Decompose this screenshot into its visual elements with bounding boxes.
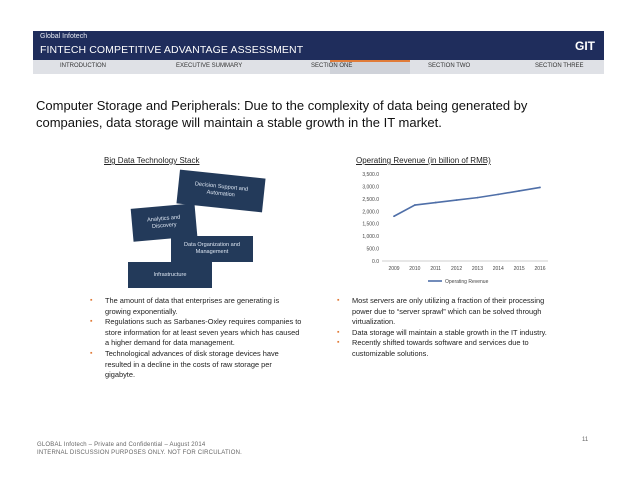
stack-layer-infrastructure — [128, 262, 212, 288]
chart-legend — [428, 279, 489, 285]
nav-active-indicator — [330, 60, 410, 62]
y-tick-label: 3,000.0 — [362, 184, 379, 191]
footer-line-1: GLOBAL Infotech – Private and Confidential – August 2014 — [37, 442, 206, 448]
data-point — [456, 199, 458, 201]
bullet-item: ▪ Most servers are only utilizing a fraction of their processing power due to “server sprawl” which can be solved through virtualization. — [337, 296, 547, 328]
page-number: 11 — [582, 437, 589, 443]
x-tick-label: 2013 — [471, 266, 483, 272]
data-point — [435, 202, 437, 204]
x-tick-label: 2014 — [492, 266, 504, 272]
bullet-item: ▪ The amount of data that enterprises are generating is growing exponentially. — [90, 296, 302, 317]
chart-caption: Operating Revenue (in billion of RMB) — [356, 156, 491, 165]
x-tick-label: 2009 — [388, 266, 400, 272]
x-tick-label: 2016 — [534, 266, 546, 272]
legend-label: Operating Revenue — [445, 279, 489, 285]
y-axis — [362, 172, 379, 265]
y-tick-label: 2,500.0 — [362, 196, 379, 203]
y-tick-label: 3,500.0 — [362, 172, 379, 178]
revenue-chart — [340, 166, 556, 288]
x-tick-label: 2011 — [430, 266, 442, 272]
nav-section-one[interactable]: SECTION ONE — [311, 63, 353, 69]
data-point — [518, 190, 520, 192]
y-tick-label: 0.0 — [372, 259, 379, 265]
bullets-left — [90, 296, 302, 381]
series-line-operating-revenue — [394, 187, 540, 216]
bullet-item: ▪ Recently shifted towards software and services due to customizable solutions. — [337, 338, 547, 359]
stack-layer-data-org-label: Data Organization and Management — [184, 242, 240, 255]
page-title: FINTECH COMPETITIVE ADVANTAGE ASSESSMENT — [40, 44, 304, 56]
series-group — [393, 187, 541, 218]
nav-introduction[interactable]: INTRODUCTION — [60, 63, 106, 69]
stack-layer-decision-label: Decision Support and Automation — [194, 181, 249, 199]
section-nav — [33, 60, 604, 74]
data-point — [414, 204, 416, 206]
bullet-item: ▪ Technological advances of disk storage devices have resulted in a decline in the costs of raw storage per gigabyte. — [90, 349, 302, 381]
data-point — [539, 187, 541, 189]
stack-layer-analytics-label: Analytics and Discovery — [146, 214, 181, 230]
stack-layer-infrastructure-label: Infrastructure — [153, 271, 187, 278]
bullet-item: ▪ Data storage will maintain a stable growth in the IT industry. — [337, 328, 547, 339]
x-axis — [382, 261, 548, 272]
slide-headline: Computer Storage and Peripherals: Due to the complexity of data being generated by companies, data storage will maintain a stable growth in the IT market. — [36, 98, 528, 130]
company-name: Global Infotech — [40, 33, 88, 40]
stack-layer-data-org — [171, 236, 253, 262]
data-point — [477, 197, 479, 199]
bullets-right — [337, 296, 547, 360]
stack-caption: Big Data Technology Stack — [104, 156, 200, 165]
bullet-item: ▪ Regulations such as Sarbanes-Oxley requires companies to store information for at least seven years which has caused a higher demand for data management. — [90, 317, 302, 349]
data-point — [393, 215, 395, 217]
footer — [37, 441, 242, 457]
nav-section-three[interactable]: SECTION THREE — [535, 63, 584, 69]
y-tick-label: 2,000.0 — [362, 209, 379, 216]
y-tick-label: 1,000.0 — [362, 234, 379, 241]
x-tick-label: 2012 — [451, 266, 463, 272]
x-tick-label: 2010 — [409, 266, 421, 272]
data-point — [497, 193, 499, 195]
nav-section-two[interactable]: SECTION TWO — [428, 63, 471, 69]
company-logo: GIT — [575, 39, 595, 53]
header-bar — [33, 31, 604, 60]
y-tick-label: 1,500.0 — [362, 221, 379, 228]
y-tick-label: 500.0 — [366, 246, 379, 253]
nav-executive-summary[interactable]: EXECUTIVE SUMMARY — [176, 63, 243, 69]
x-tick-label: 2015 — [513, 266, 525, 272]
footer-line-2: INTERNAL DISCUSSION PURPOSES ONLY. NOT FOR CIRCULATION. — [37, 450, 243, 456]
